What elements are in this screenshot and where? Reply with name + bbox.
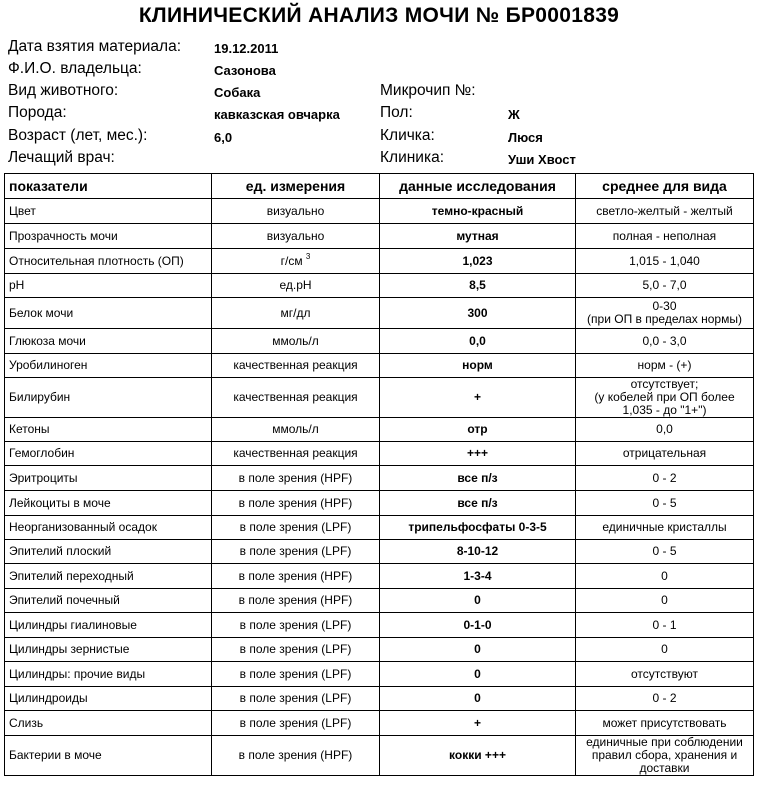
header-result: данные исследования xyxy=(380,174,576,199)
norm-value: 0,0 xyxy=(576,418,754,442)
norm-value: 0 xyxy=(576,638,754,662)
param-unit xyxy=(212,613,380,638)
param-unit xyxy=(212,540,380,564)
header-parameter: показатели xyxy=(5,174,212,199)
param-name: Белок мочи xyxy=(5,298,212,329)
norm-line: отсутствует; xyxy=(630,377,699,391)
unit-text: ед.pH xyxy=(279,278,312,292)
result-value: отр xyxy=(380,418,576,442)
param-unit xyxy=(212,378,380,418)
param-unit xyxy=(212,736,380,776)
table-row xyxy=(5,687,754,711)
unit-text: в поле зрения (HPF) xyxy=(238,568,353,583)
owner-label: Ф.И.О. владельца: xyxy=(8,60,142,77)
param-unit xyxy=(212,354,380,378)
norm-value: отсутствуют xyxy=(576,662,754,687)
header-norm: среднее для вида xyxy=(576,174,754,199)
table-row xyxy=(5,418,754,442)
result-value: трипельфосфаты 0-3-5 xyxy=(380,516,576,540)
unit-text: г/см xyxy=(280,253,303,268)
table-row xyxy=(5,466,754,491)
norm-line: 0-30 xyxy=(652,299,677,313)
norm-line: (у кобелей при ОП более xyxy=(594,390,735,404)
result-value: 0 xyxy=(380,687,576,711)
table-row xyxy=(5,540,754,564)
result-value: + xyxy=(380,378,576,418)
param-name: Цвет xyxy=(5,199,212,224)
table-row xyxy=(5,564,754,589)
unit-text: в поле зрения (HPF) xyxy=(238,748,353,762)
norm-value: светло-желтый - желтый xyxy=(576,199,754,224)
table-header-row xyxy=(5,174,754,199)
norm-value xyxy=(576,298,754,329)
result-value: 8,5 xyxy=(380,274,576,298)
table-row xyxy=(5,662,754,687)
unit-superscript: 3 xyxy=(305,251,311,261)
table-row xyxy=(5,354,754,378)
species-value: Собака xyxy=(214,85,261,100)
result-value: + xyxy=(380,711,576,736)
norm-value: может присутствовать xyxy=(576,711,754,736)
results-table-body xyxy=(5,199,754,776)
unit-text: ммоль/л xyxy=(272,333,319,348)
doctor-label: Лечащий врач: xyxy=(8,149,115,166)
page-title: КЛИНИЧЕСКИЙ АНАЛИЗ МОЧИ № БР0001839 xyxy=(138,4,620,27)
param-unit xyxy=(212,687,380,711)
unit-text: в поле зрения (HPF) xyxy=(238,470,353,485)
date-label: Дата взятия материала: xyxy=(8,38,181,55)
param-unit xyxy=(212,418,380,442)
sex-value: Ж xyxy=(508,107,520,122)
norm-value: норм - (+) xyxy=(576,354,754,378)
breed-value: кавказская овчарка xyxy=(214,107,340,122)
result-value: 1-3-4 xyxy=(380,564,576,589)
unit-text: в поле зрения (LPF) xyxy=(239,544,352,558)
unit-text: в поле зрения (LPF) xyxy=(239,520,352,534)
table-row xyxy=(5,736,754,776)
table-row xyxy=(5,249,754,274)
param-name: Эритроциты xyxy=(5,466,212,491)
param-name: Бактерии в моче xyxy=(5,736,212,776)
unit-text: визуально xyxy=(266,228,325,243)
param-name: Неорганизованный осадок xyxy=(5,516,212,540)
result-value: 0 xyxy=(380,638,576,662)
norm-value: 5,0 - 7,0 xyxy=(576,274,754,298)
norm-value: 0 - 2 xyxy=(576,466,754,491)
chip-label: Микрочип №: xyxy=(380,82,476,99)
param-name: pH xyxy=(5,274,212,298)
param-unit xyxy=(212,638,380,662)
table-row xyxy=(5,711,754,736)
param-name: Слизь xyxy=(5,711,212,736)
result-value: 8-10-12 xyxy=(380,540,576,564)
param-name: Цилиндры зернистые xyxy=(5,638,212,662)
unit-text: качественная реакция xyxy=(233,390,358,404)
norm-value: полная - неполная xyxy=(576,224,754,249)
table-row xyxy=(5,638,754,662)
result-value: 0 xyxy=(380,589,576,613)
norm-line: (при ОП в пределах нормы) xyxy=(587,312,742,326)
result-value: 0-1-0 xyxy=(380,613,576,638)
param-unit xyxy=(212,564,380,589)
param-name: Эпителий почечный xyxy=(5,589,212,613)
param-name: Цилиндроиды xyxy=(5,687,212,711)
table-row xyxy=(5,224,754,249)
norm-line: доставки xyxy=(639,761,690,775)
norm-value: отрицательная xyxy=(576,442,754,466)
param-name: Прозрачность мочи xyxy=(5,224,212,249)
param-unit xyxy=(212,298,380,329)
param-unit xyxy=(212,662,380,687)
sex-label: Пол: xyxy=(380,104,413,121)
table-row xyxy=(5,199,754,224)
unit-text: в поле зрения (LPF) xyxy=(239,691,352,705)
table-row xyxy=(5,329,754,354)
norm-value xyxy=(576,378,754,418)
norm-value: единичные кристаллы xyxy=(576,516,754,540)
owner-value: Сазонова xyxy=(214,63,276,78)
name-label: Кличка: xyxy=(380,127,435,144)
result-value: норм xyxy=(380,354,576,378)
result-value: 0 xyxy=(380,662,576,687)
table-row xyxy=(5,589,754,613)
unit-text: мг/дл xyxy=(280,305,311,320)
norm-value: 0 - 5 xyxy=(576,540,754,564)
param-name: Относительная плотность (ОП) xyxy=(5,249,212,274)
param-name: Эпителий плоский xyxy=(5,540,212,564)
table-row xyxy=(5,491,754,516)
result-value: все п/з xyxy=(380,491,576,516)
clinic-value: Уши Хвост xyxy=(508,152,576,167)
breed-label: Порода: xyxy=(8,104,67,121)
table-row xyxy=(5,274,754,298)
param-unit xyxy=(212,491,380,516)
table-row xyxy=(5,442,754,466)
param-name: Цилиндры: прочие виды xyxy=(5,662,212,687)
unit-text: в поле зрения (HPF) xyxy=(238,593,353,607)
name-value: Люся xyxy=(508,130,543,145)
table-row xyxy=(5,516,754,540)
norm-value: 0 - 2 xyxy=(576,687,754,711)
unit-text: в поле зрения (LPF) xyxy=(239,642,352,656)
result-value: все п/з xyxy=(380,466,576,491)
unit-text: в поле зрения (LPF) xyxy=(239,617,352,632)
param-unit xyxy=(212,442,380,466)
param-unit xyxy=(212,249,380,274)
age-value: 6,0 xyxy=(214,130,233,145)
param-name: Лейкоциты в моче xyxy=(5,491,212,516)
clinic-label: Клиника: xyxy=(380,149,444,166)
param-unit xyxy=(212,224,380,249)
unit-text: в поле зрения (LPF) xyxy=(239,666,352,681)
param-unit xyxy=(212,516,380,540)
param-name: Билирубин xyxy=(5,378,212,418)
result-value: мутная xyxy=(380,224,576,249)
result-value: темно-красный xyxy=(380,199,576,224)
param-name: Эпителий переходный xyxy=(5,564,212,589)
norm-value: 1,015 - 1,040 xyxy=(576,249,754,274)
param-name: Глюкоза мочи xyxy=(5,329,212,354)
norm-value: 0 - 5 xyxy=(576,491,754,516)
norm-value: 0 xyxy=(576,589,754,613)
unit-text: в поле зрения (LPF) xyxy=(239,715,352,730)
param-unit xyxy=(212,329,380,354)
param-name: Кетоны xyxy=(5,418,212,442)
result-value: 0,0 xyxy=(380,329,576,354)
unit-text: в поле зрения (HPF) xyxy=(238,495,353,510)
unit-text: качественная реакция xyxy=(233,446,358,460)
param-unit xyxy=(212,274,380,298)
norm-value xyxy=(576,736,754,776)
norm-value: 0,0 - 3,0 xyxy=(576,329,754,354)
date-value: 19.12.2011 xyxy=(214,41,279,56)
norm-line: правил сбора, хранения и xyxy=(591,748,738,762)
age-label: Возраст (лет, мес.): xyxy=(8,127,148,144)
param-name: Цилиндры гиалиновые xyxy=(5,613,212,638)
results-table xyxy=(4,173,754,776)
param-unit xyxy=(212,199,380,224)
unit-text: ммоль/л xyxy=(272,422,319,436)
norm-value: 0 xyxy=(576,564,754,589)
param-unit xyxy=(212,589,380,613)
header-unit: ед. измерения xyxy=(212,174,380,199)
param-name: Уробилиноген xyxy=(5,354,212,378)
result-value: кокки +++ xyxy=(380,736,576,776)
result-value: +++ xyxy=(380,442,576,466)
unit-text: визуально xyxy=(266,203,325,218)
result-value: 300 xyxy=(380,298,576,329)
unit-text: качественная реакция xyxy=(233,358,358,372)
result-value: 1,023 xyxy=(380,249,576,274)
table-row xyxy=(5,378,754,418)
table-row xyxy=(5,613,754,638)
norm-value: 0 - 1 xyxy=(576,613,754,638)
param-unit xyxy=(212,711,380,736)
norm-line: единичные при соблюдении xyxy=(586,735,743,749)
norm-line: 1,035 - до "1+") xyxy=(622,403,707,417)
table-row xyxy=(5,298,754,329)
param-unit xyxy=(212,466,380,491)
param-name: Гемоглобин xyxy=(5,442,212,466)
species-label: Вид животного: xyxy=(8,82,119,99)
